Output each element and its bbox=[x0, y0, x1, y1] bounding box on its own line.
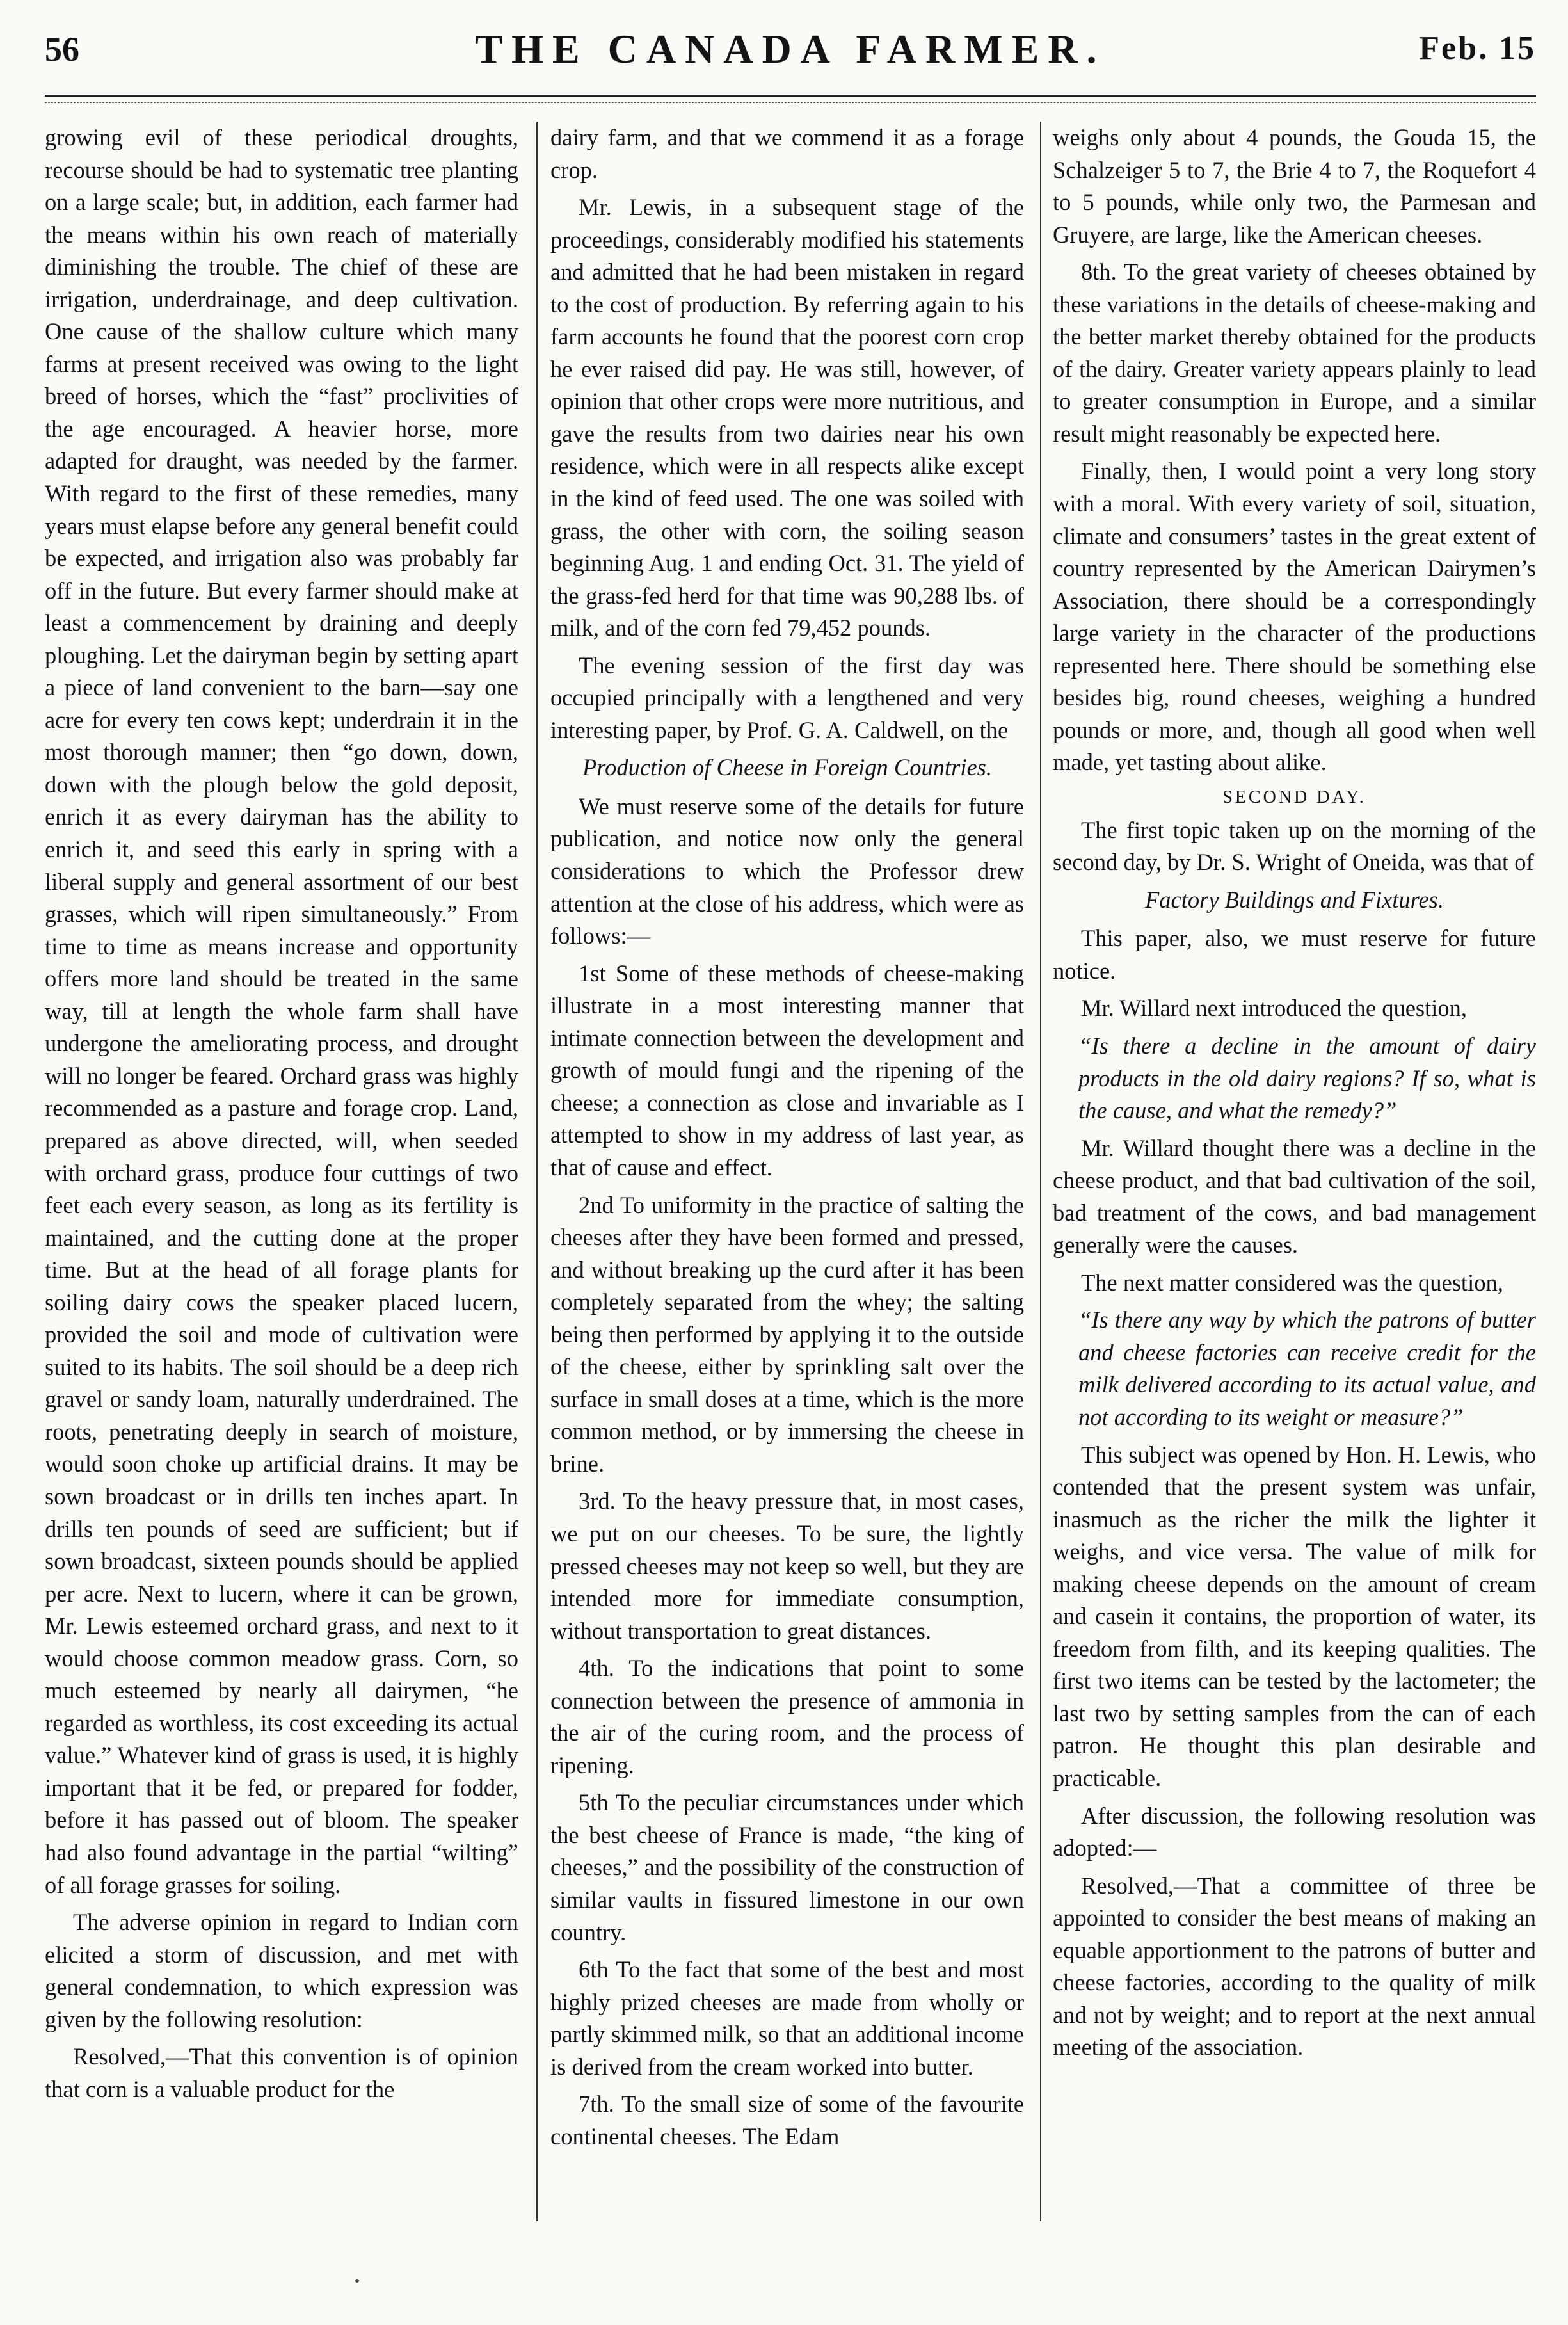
paragraph: 1st Some of these methods of cheese-making illustrate in a most interesting manner that intimate connection between the development and growth of mould fungi and the ripening of the cheese; a connection as close and invariable as I attempted to show in my address of last year, as that of cause and effect. bbox=[550, 960, 1024, 1180]
paragraph: 2nd To uniformity in the practice of salting the cheeses after they have been formed and pressed, and without breaking up the curd after it has been completely separated from the whey; the salting being then performed by applying it to the outside of the cheese, either by sprinkling salt over the surface in small doses at a time, which is the more common method, or by immersing the cheese in brine. bbox=[550, 1191, 1024, 1477]
paragraph: After discussion, the following resolution was adopted:— bbox=[1053, 1802, 1536, 1862]
section-heading: Factory Buildings and Fixtures. bbox=[1145, 886, 1444, 913]
paragraph: The adverse opinion in regard to Indian corn elicited a storm of discussion, and met with general condemnation, to which expression was given by the following resolution: bbox=[45, 1909, 518, 2032]
paragraph: The next matter considered was the question, bbox=[1081, 1269, 1503, 1296]
paragraph: The first topic taken up on the morning of the second day, by Dr. S. Wright of Oneida, was that of bbox=[1053, 816, 1536, 876]
paragraph: 4th. To the indications that point to some connection between the presence of ammonia in the air of the curing room, and the process of ripening. bbox=[550, 1655, 1024, 1778]
paragraph: This paper, also, we must reserve for future notice. bbox=[1053, 925, 1536, 984]
paragraph: growing evil of these periodical droughts, recourse should be had to systematic tree planting on a large scale; but, in addition, each farmer had the means within his own reach of materially diminishing the trouble. The chief of these are irrigation, underdrainage, and deep cultivation. One cause of the shallow culture which many farms at present received was owing to the light breed of horses, which the “fast” proclivities of the age encouraged. A heavier horse, more adapted for draught, was needed by the farmer. With regard to the first of these remedies, many years must elapse before any general benefit could be expected, and irrigation also was probably far off in the future. But every farmer should make at least a commencement by draining and deeply ploughing. Let the dairyman begin by setting apart a piece of land convenient to the barn—say one acre for every ten cows kept; underdrain it in the most thorough manner; then “go down, down, down with the plough below the gold deposit, enrich it as every dairyman has the ability to enrich it, and seed this early in spring with a liberal supply and general assortment of our best grasses, which will ripen simultaneously.” From time to time as means increase and opportunity offers more land should be treated in the same way, till at length the whole farm shall have undergone the ameliorating process, and drought will no longer be feared. Orchard grass was highly recommended as a pasture and forage crop. Land, prepared as above directed, will, when seeded with orchard grass, produce four cuttings of two feet each every season, as long as its fertility is maintained, and the cutting done at the proper time. But at the head of all forage plants for soiling dairy cows the speaker placed lucern, provided the soil and mode of cultivation were suited to its habits. The soil should be a deep rich gravel or sandy loam, naturally underdrained. The roots, penetrating deeply in search of moisture, would soon choke up artificial drains. It may be sown broadcast or in drills ten inches apart. In drills ten pounds of seed are sufficient; but if sown broadcast, sixteen pounds should be applied per acre. Next to lucern, where it can be grown, Mr. Lewis esteemed orchard grass, and next to it would choose common meadow grass. Corn, so much esteemed by nearly all dairymen, “he regarded as worthless, its cost exceeding its actual value.” Whatever kind of grass is used, it is highly important that it be fed, or prepared for fodder, before it has passed out of bloom. The speaker had also found advantage in the partial “wilting” of all forage grasses for soiling. bbox=[45, 124, 518, 1898]
column-divider bbox=[1040, 122, 1041, 2221]
paragraph: Mr. Lewis, in a subsequent stage of the proceedings, considerably modified his statements and admitted that he had been mistaken in regard to the cost of production. By referring again to his farm accounts he found that the poorest corn crop he ever raised did pay. He was still, however, of opinion that other crops were more nutritious, and gave the results from two dairies near his own residence, which were in all respects alike except in the kind of feed used. The one was soiled with grass, the other with corn, the soiling season beginning Aug. 1 and ending Oct. 31. The yield of the grass-fed herd for that time was 90,288 lbs. of milk, and of the corn fed 79,452 pounds. bbox=[550, 194, 1024, 641]
page-header bbox=[45, 17, 1536, 87]
paragraph: Mr. Willard next introduced the question, bbox=[1081, 995, 1468, 1022]
header-rule-secondary bbox=[45, 102, 1536, 103]
paragraph: The evening session of the first day was occupied principally with a lengthened and very interesting paper, by Prof. G. A. Caldwell, on the bbox=[550, 652, 1024, 743]
column-1 bbox=[45, 122, 518, 2208]
section-heading: Production of Cheese in Foreign Countries. bbox=[582, 754, 993, 781]
paragraph: Resolved,—That a committee of three be appointed to consider the best means of making an equable apportionment to the patrons of butter and cheese factories, according to the quality of milk and not by weight; and to report at the next annual meeting of the association. bbox=[1053, 1872, 1536, 2061]
paragraph: 6th To the fact that some of the best and most highly prized cheeses are made from wholly or partly skimmed milk, so that an additional income is derived from the cream worked into butter. bbox=[550, 1956, 1024, 2080]
issue-date: Feb. 15 bbox=[1419, 30, 1536, 67]
page-number: 56 bbox=[45, 30, 79, 68]
print-speck bbox=[355, 2279, 359, 2283]
paragraph: Resolved,—That this convention is of opinion that corn is a valuable product for the bbox=[45, 2043, 518, 2102]
paragraph: 7th. To the small size of some of the favourite continental cheeses. The Edam bbox=[550, 2091, 1024, 2150]
masthead-title: THE CANADA FARMER. bbox=[475, 26, 1106, 72]
paragraph: 8th. To the great variety of cheeses obtained by these variations in the details of cheese-making and the better market thereby obtained for the products of the dairy. Greater variety appears plainly to lead to greater consumption in Europe, and a similar result might reasonably be expected here. bbox=[1053, 259, 1536, 447]
paragraph: weighs only about 4 pounds, the Gouda 15, the Schalzeiger 5 to 7, the Brie 4 to 7, the Roquefort 4 to 5 pounds, while only two, the Parmesan and Gruyere, are large, like the American cheeses. bbox=[1053, 124, 1536, 248]
paragraph: Finally, then, I would point a very long story with a moral. With every variety of soil, situation, climate and consumers’ tastes in the great extent of country represented by the American Dairymen’s Association, there should be a correspondingly large variety in the character of the productions represented here. There should be something else besides big, round cheeses, weighing a hundred pounds or more, and, though all good when well made, yet tasting about alike. bbox=[1053, 458, 1536, 776]
paragraph: 5th To the peculiar circumstances under which the best cheese of France is made, “the king of cheeses,” and the possibility of the construction of similar vaults in fissured limestone in our own country. bbox=[550, 1789, 1024, 1945]
paragraph: We must reserve some of the details for future publication, and notice now only the general considerations to which the Professor drew attention at the close of his address, which were as follows:— bbox=[550, 792, 1024, 949]
quoted-question: “Is there a decline in the amount of dairy products in the old dairy regions? If so, what is the cause, and what the remedy?” bbox=[1078, 1032, 1536, 1124]
paragraph: Mr. Willard thought there was a decline in the cheese product, and that bad cultivation of the soil, bad treatment of the cows, and bad management generally were the causes. bbox=[1053, 1134, 1536, 1259]
paragraph: 3rd. To the heavy pressure that, in most cases, we put on our cheeses. To be sure, the lightly pressed cheeses may not keep so well, but they are intended more for immediate consumption, without transportation to great distances. bbox=[550, 1488, 1024, 1644]
column-divider bbox=[536, 122, 538, 2221]
column-3 bbox=[1053, 122, 1536, 2208]
paragraph: This subject was opened by Hon. H. Lewis, who contended that the present system was unfair, inasmuch as the richer the milk the lighter it weighs, and vice versa. The value of milk for making cheese depends on the amount of cream and casein it contains, the proportion of water, its freedom from filth, and its keeping qualities. The first two items can be tested by the lactometer; the last two by setting samples from the can of each patron. He thought this plan desirable and practicable. bbox=[1053, 1441, 1536, 1792]
paragraph: dairy farm, and that we commend it as a forage crop. bbox=[550, 124, 1024, 183]
column-2 bbox=[550, 122, 1024, 2208]
header-rule bbox=[45, 95, 1536, 97]
quoted-question: “Is there any way by which the patrons of butter and cheese factories can receive credit for the milk delivered according to its actual value, and not according to its weight or measure?” bbox=[1078, 1307, 1536, 1430]
section-label: SECOND DAY. bbox=[1222, 787, 1366, 807]
